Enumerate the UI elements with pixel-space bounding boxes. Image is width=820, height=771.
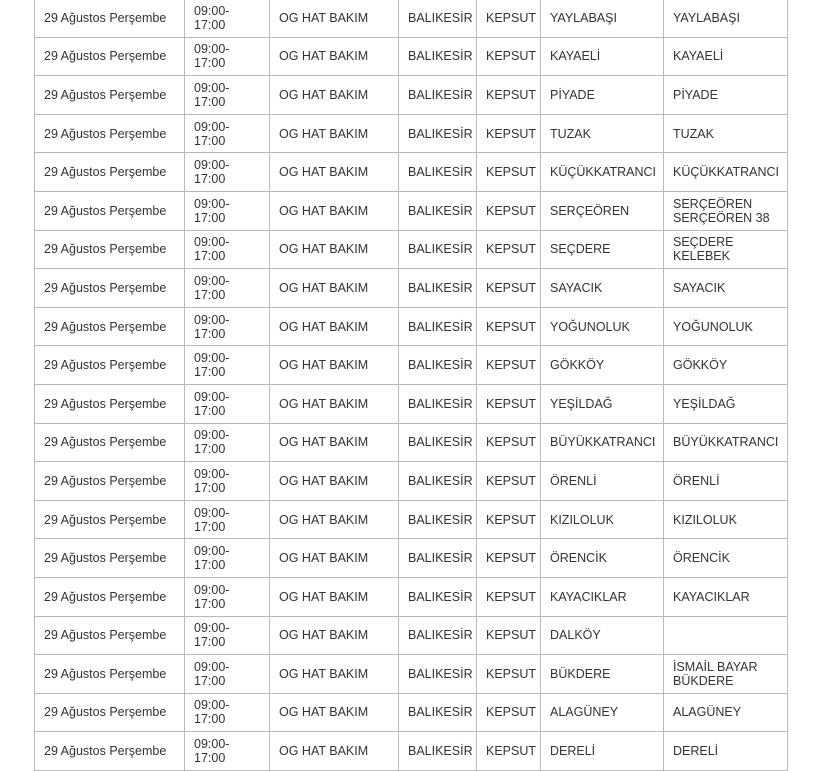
street-name: KAYACIKLAR <box>673 589 750 604</box>
street-name: KELEBEK <box>673 249 730 264</box>
table-row <box>35 230 788 269</box>
city-cell: BALIKESİR <box>399 732 477 771</box>
district-cell: KEPSUT <box>477 76 541 115</box>
time-cell: 09:00-17:00 <box>185 384 270 423</box>
description-cell: OG HAT BAKIM <box>270 616 399 655</box>
street-name: TUZAK <box>673 126 714 141</box>
date-cell: 29 Ağustos Perşembe <box>35 693 185 732</box>
street-cell <box>664 269 788 308</box>
district-cell: KEPSUT <box>477 346 541 385</box>
street-cell <box>664 0 788 37</box>
time-cell: 09:00-17:00 <box>185 462 270 501</box>
city-cell: BALIKESİR <box>399 655 477 694</box>
street-cell <box>664 616 788 655</box>
date-cell: 29 Ağustos Perşembe <box>35 346 185 385</box>
area-cell: YAYLABAŞI <box>541 0 664 37</box>
city-cell: BALIKESİR <box>399 191 477 230</box>
area-cell: ALAGÜNEY <box>541 693 664 732</box>
city-cell: BALIKESİR <box>399 0 477 37</box>
street-name: DERELİ <box>673 744 719 759</box>
date-cell: 29 Ağustos Perşembe <box>35 655 185 694</box>
table-row <box>35 616 788 655</box>
date-cell: 29 Ağustos Perşembe <box>35 37 185 76</box>
table-row <box>35 269 788 308</box>
city-cell: BALIKESİR <box>399 230 477 269</box>
area-cell: KÜÇÜKKATRANCI <box>541 153 664 192</box>
street-name: SERÇEÖREN <box>673 196 753 211</box>
description-cell: OG HAT BAKIM <box>270 655 399 694</box>
street-name: GÖKKÖY <box>673 358 728 373</box>
date-cell: 29 Ağustos Perşembe <box>35 462 185 501</box>
time-cell: 09:00-17:00 <box>185 732 270 771</box>
description-cell: OG HAT BAKIM <box>270 0 399 37</box>
table-row <box>35 693 788 732</box>
area-cell: KAYACIKLAR <box>541 577 664 616</box>
district-cell: KEPSUT <box>477 37 541 76</box>
description-cell: OG HAT BAKIM <box>270 423 399 462</box>
street-name: ALAGÜNEY <box>673 705 742 720</box>
street-cell <box>664 230 788 269</box>
area-cell: ÖRENCİK <box>541 539 664 578</box>
description-cell: OG HAT BAKIM <box>270 346 399 385</box>
district-cell: KEPSUT <box>477 0 541 37</box>
description-cell: OG HAT BAKIM <box>270 500 399 539</box>
area-cell: PİYADE <box>541 76 664 115</box>
description-cell: OG HAT BAKIM <box>270 307 399 346</box>
street-name: BÜKDERE <box>673 673 734 688</box>
district-cell: KEPSUT <box>477 616 541 655</box>
street-name: ÖRENLİ <box>673 473 720 488</box>
time-cell: 09:00-17:00 <box>185 114 270 153</box>
street-cell <box>664 191 788 230</box>
district-cell: KEPSUT <box>477 230 541 269</box>
city-cell: BALIKESİR <box>399 616 477 655</box>
table-row <box>35 423 788 462</box>
description-cell: OG HAT BAKIM <box>270 384 399 423</box>
description-cell: OG HAT BAKIM <box>270 114 399 153</box>
city-cell: BALIKESİR <box>399 693 477 732</box>
area-cell: KAYAELİ <box>541 37 664 76</box>
date-cell: 29 Ağustos Perşembe <box>35 732 185 771</box>
city-cell: BALIKESİR <box>399 37 477 76</box>
area-cell: ÖRENLİ <box>541 462 664 501</box>
time-cell: 09:00-17:00 <box>185 423 270 462</box>
description-cell: OG HAT BAKIM <box>270 462 399 501</box>
date-cell: 29 Ağustos Perşembe <box>35 76 185 115</box>
table-row <box>35 191 788 230</box>
street-name: KÜÇÜKKATRANCI <box>673 165 780 180</box>
time-cell: 09:00-17:00 <box>185 191 270 230</box>
city-cell: BALIKESİR <box>399 114 477 153</box>
area-cell: BÜYÜKKATRANCI <box>541 423 664 462</box>
street-cell <box>664 346 788 385</box>
street-name: PİYADE <box>673 87 718 102</box>
street-cell <box>664 307 788 346</box>
street-name: YEŞİLDAĞ <box>673 396 736 411</box>
area-cell: DERELİ <box>541 732 664 771</box>
date-cell: 29 Ağustos Perşembe <box>35 269 185 308</box>
table-row <box>35 655 788 694</box>
street-name: SEÇDERE <box>673 235 734 250</box>
description-cell: OG HAT BAKIM <box>270 539 399 578</box>
table-row <box>35 577 788 616</box>
time-cell: 09:00-17:00 <box>185 76 270 115</box>
city-cell: BALIKESİR <box>399 423 477 462</box>
area-cell: DALKÖY <box>541 616 664 655</box>
street-cell <box>664 423 788 462</box>
table-row <box>35 37 788 76</box>
district-cell: KEPSUT <box>477 655 541 694</box>
time-cell: 09:00-17:00 <box>185 0 270 37</box>
date-cell: 29 Ağustos Perşembe <box>35 616 185 655</box>
area-cell: GÖKKÖY <box>541 346 664 385</box>
street-cell <box>664 153 788 192</box>
area-cell: SEÇDERE <box>541 230 664 269</box>
street-name: KAYAELİ <box>673 49 724 64</box>
city-cell: BALIKESİR <box>399 269 477 308</box>
time-cell: 09:00-17:00 <box>185 37 270 76</box>
street-cell <box>664 37 788 76</box>
outage-table-container <box>34 0 787 771</box>
city-cell: BALIKESİR <box>399 539 477 578</box>
time-cell: 09:00-17:00 <box>185 616 270 655</box>
area-cell: BÜKDERE <box>541 655 664 694</box>
table-row <box>35 539 788 578</box>
district-cell: KEPSUT <box>477 500 541 539</box>
district-cell: KEPSUT <box>477 423 541 462</box>
street-name: BÜYÜKKATRANCI <box>673 435 779 450</box>
date-cell: 29 Ağustos Perşembe <box>35 500 185 539</box>
area-cell: YEŞİLDAĞ <box>541 384 664 423</box>
description-cell: OG HAT BAKIM <box>270 191 399 230</box>
date-cell: 29 Ağustos Perşembe <box>35 191 185 230</box>
street-name: YOĞUNOLUK <box>673 319 753 334</box>
description-cell: OG HAT BAKIM <box>270 76 399 115</box>
time-cell: 09:00-17:00 <box>185 307 270 346</box>
date-cell: 29 Ağustos Perşembe <box>35 307 185 346</box>
date-cell: 29 Ağustos Perşembe <box>35 114 185 153</box>
date-cell: 29 Ağustos Perşembe <box>35 423 185 462</box>
district-cell: KEPSUT <box>477 269 541 308</box>
date-cell: 29 Ağustos Perşembe <box>35 577 185 616</box>
street-cell <box>664 655 788 694</box>
table-body <box>35 0 788 770</box>
table-row <box>35 462 788 501</box>
city-cell: BALIKESİR <box>399 577 477 616</box>
time-cell: 09:00-17:00 <box>185 230 270 269</box>
district-cell: KEPSUT <box>477 462 541 501</box>
street-name: SAYACIK <box>673 280 726 295</box>
district-cell: KEPSUT <box>477 384 541 423</box>
date-cell: 29 Ağustos Perşembe <box>35 384 185 423</box>
table-row <box>35 384 788 423</box>
district-cell: KEPSUT <box>477 693 541 732</box>
time-cell: 09:00-17:00 <box>185 346 270 385</box>
district-cell: KEPSUT <box>477 539 541 578</box>
date-cell: 29 Ağustos Perşembe <box>35 153 185 192</box>
district-cell: KEPSUT <box>477 191 541 230</box>
street-name: ÖRENCİK <box>673 551 730 566</box>
time-cell: 09:00-17:00 <box>185 693 270 732</box>
city-cell: BALIKESİR <box>399 384 477 423</box>
city-cell: BALIKESİR <box>399 500 477 539</box>
table-row <box>35 76 788 115</box>
table-row <box>35 346 788 385</box>
street-cell <box>664 732 788 771</box>
city-cell: BALIKESİR <box>399 346 477 385</box>
district-cell: KEPSUT <box>477 153 541 192</box>
date-cell: 29 Ağustos Perşembe <box>35 539 185 578</box>
city-cell: BALIKESİR <box>399 462 477 501</box>
description-cell: OG HAT BAKIM <box>270 230 399 269</box>
description-cell: OG HAT BAKIM <box>270 153 399 192</box>
area-cell: SAYACIK <box>541 269 664 308</box>
power-outage-table <box>34 0 788 771</box>
time-cell: 09:00-17:00 <box>185 500 270 539</box>
street-cell <box>664 577 788 616</box>
description-cell: OG HAT BAKIM <box>270 693 399 732</box>
table-row <box>35 114 788 153</box>
district-cell: KEPSUT <box>477 114 541 153</box>
table-row <box>35 307 788 346</box>
date-cell: 29 Ağustos Perşembe <box>35 230 185 269</box>
street-name: YAYLABAŞI <box>673 10 740 25</box>
area-cell: SERÇEÖREN <box>541 191 664 230</box>
area-cell: TUZAK <box>541 114 664 153</box>
street-cell <box>664 539 788 578</box>
street-cell <box>664 693 788 732</box>
table-row <box>35 0 788 37</box>
street-name: KIZILOLUK <box>673 512 737 527</box>
street-cell <box>664 462 788 501</box>
district-cell: KEPSUT <box>477 577 541 616</box>
description-cell: OG HAT BAKIM <box>270 269 399 308</box>
table-row <box>35 732 788 771</box>
street-cell <box>664 114 788 153</box>
time-cell: 09:00-17:00 <box>185 539 270 578</box>
street-cell <box>664 384 788 423</box>
street-cell <box>664 500 788 539</box>
time-cell: 09:00-17:00 <box>185 655 270 694</box>
area-cell: KIZILOLUK <box>541 500 664 539</box>
date-cell: 29 Ağustos Perşembe <box>35 0 185 37</box>
time-cell: 09:00-17:00 <box>185 153 270 192</box>
table-row <box>35 500 788 539</box>
street-cell <box>664 76 788 115</box>
city-cell: BALIKESİR <box>399 76 477 115</box>
district-cell: KEPSUT <box>477 307 541 346</box>
city-cell: BALIKESİR <box>399 153 477 192</box>
street-name: İSMAİL BAYAR <box>673 659 758 674</box>
city-cell: BALIKESİR <box>399 307 477 346</box>
area-cell: YOĞUNOLUK <box>541 307 664 346</box>
district-cell: KEPSUT <box>477 732 541 771</box>
table-row <box>35 153 788 192</box>
description-cell: OG HAT BAKIM <box>270 37 399 76</box>
description-cell: OG HAT BAKIM <box>270 577 399 616</box>
time-cell: 09:00-17:00 <box>185 269 270 308</box>
description-cell: OG HAT BAKIM <box>270 732 399 771</box>
street-name: SERÇEÖREN 38 <box>673 210 770 225</box>
time-cell: 09:00-17:00 <box>185 577 270 616</box>
